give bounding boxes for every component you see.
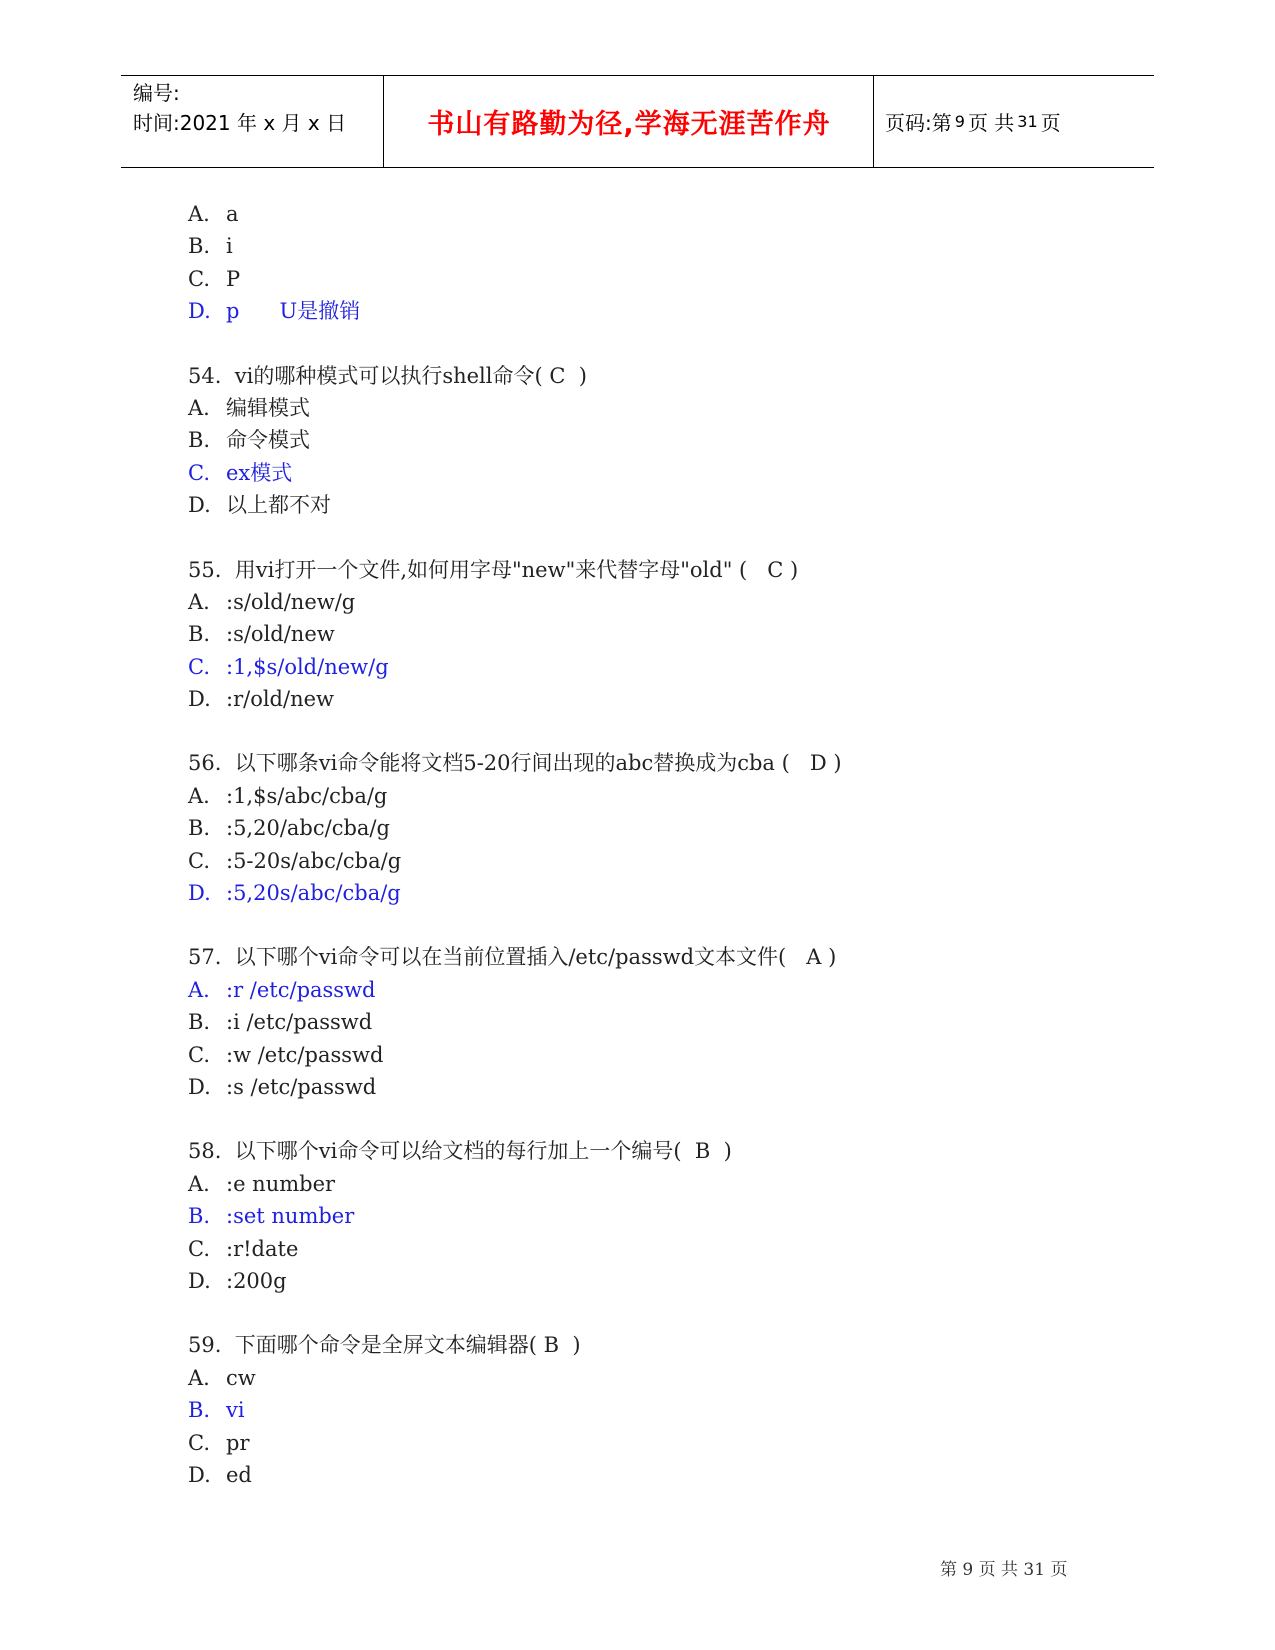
option-label: A. — [188, 783, 210, 808]
number-label: 编号: — [133, 81, 180, 105]
option-label: C. — [188, 1430, 210, 1455]
option-d — [188, 1071, 1148, 1103]
option-c — [188, 263, 1148, 295]
option-text: 编辑模式 — [226, 395, 310, 420]
option-text: :r /etc/passwd — [226, 977, 376, 1002]
option-label: D. — [188, 687, 211, 712]
question-58: 58. 以下哪个vi命令可以给文档的每行加上一个编号( B ) — [188, 1139, 732, 1164]
option-label: D. — [188, 1462, 211, 1487]
question-56: 56. 以下哪条vi命令能将文档5-20行间出现的abc替换成为cba ( D ) — [188, 751, 842, 776]
option-label: C. — [188, 460, 210, 485]
option-a — [188, 1362, 1148, 1394]
option-b — [188, 618, 1148, 650]
option-d — [188, 1459, 1148, 1491]
option-text: cw — [226, 1365, 256, 1390]
header-motto: 书山有路勤为径,学海无涯苦作舟 — [427, 109, 831, 140]
option-a — [188, 1168, 1148, 1200]
option-text: :w /etc/passwd — [226, 1042, 384, 1067]
page-footer: 第 9 页 共 31 页 — [940, 1560, 1068, 1580]
option-label: B. — [188, 622, 211, 647]
option-text: ex模式 — [226, 460, 293, 485]
option-label: D. — [188, 493, 211, 518]
option-label: C. — [188, 1236, 210, 1261]
option-b — [188, 424, 1148, 456]
header-page-info: 页码:第 9 页 共 31 页 — [885, 111, 1061, 135]
question-54: 54. vi的哪种模式可以执行shell命令( C ) — [188, 363, 587, 388]
option-text: :5,20/abc/cba/g — [226, 816, 390, 841]
option-text: 命令模式 — [226, 428, 310, 453]
option-text: a — [226, 202, 239, 226]
option-text: ed — [226, 1462, 252, 1487]
option-text: 以上都不对 — [226, 493, 331, 518]
option-text: vi — [226, 1398, 245, 1423]
option-a — [188, 198, 1148, 230]
option-text: :i /etc/passwd — [226, 1010, 373, 1035]
option-text: :1,$s/old/new/g — [226, 654, 389, 679]
option-d — [188, 1265, 1148, 1297]
question-list — [188, 198, 1148, 1491]
option-text: p U是撤销 — [226, 299, 361, 324]
option-text: :s /etc/passwd — [226, 1074, 377, 1099]
option-label: C. — [188, 1042, 210, 1067]
option-label: D. — [188, 299, 211, 324]
question-57: 57. 以下哪个vi命令可以在当前位置插入/etc/passwd文本文件( A ) — [188, 945, 837, 970]
option-text: :5,20s/abc/cba/g — [226, 881, 401, 906]
option-text: :s/old/new — [226, 622, 335, 647]
option-label: A. — [188, 589, 210, 614]
header-info — [133, 78, 346, 138]
option-label: C. — [188, 654, 210, 679]
header-divider — [873, 76, 874, 167]
option-c-answer — [188, 457, 1148, 489]
question-59: 59. 下面哪个命令是全屏文本编辑器( B ) — [188, 1333, 581, 1358]
option-text: :5-20s/abc/cba/g — [226, 848, 402, 873]
option-label: A. — [188, 977, 210, 1002]
option-label: B. — [188, 428, 211, 453]
option-text: :1,$s/abc/cba/g — [226, 783, 388, 808]
option-label: B. — [188, 1010, 211, 1035]
option-label: B. — [188, 816, 211, 841]
option-c — [188, 1427, 1148, 1459]
time-label: 时间:2021 年 x 月 x 日 — [133, 111, 347, 135]
option-text: :200g — [226, 1268, 287, 1293]
option-label: C. — [188, 848, 210, 873]
option-c — [188, 1039, 1148, 1071]
option-label: A. — [188, 1171, 210, 1196]
option-label: D. — [188, 1268, 211, 1293]
header-divider — [383, 76, 384, 167]
option-label: A. — [188, 202, 210, 226]
page-header — [121, 75, 1154, 168]
option-b — [188, 1006, 1148, 1038]
option-b-answer — [188, 1200, 1148, 1232]
option-label: D. — [188, 1074, 211, 1099]
option-text: :r!date — [226, 1236, 299, 1261]
option-text: pr — [226, 1430, 250, 1455]
option-label: C. — [188, 266, 210, 291]
option-b — [188, 812, 1148, 844]
option-b-answer — [188, 1394, 1148, 1426]
option-b — [188, 230, 1148, 262]
option-label: A. — [188, 1365, 210, 1390]
option-text: :r/old/new — [226, 687, 334, 712]
option-text: :e number — [226, 1171, 336, 1196]
option-a — [188, 780, 1148, 812]
option-d — [188, 683, 1148, 715]
option-a — [188, 586, 1148, 618]
option-c — [188, 845, 1148, 877]
option-d — [188, 489, 1148, 521]
option-a — [188, 392, 1148, 424]
option-text: :set number — [226, 1204, 355, 1229]
option-label: A. — [188, 395, 210, 420]
option-c-answer — [188, 651, 1148, 683]
option-label: B. — [188, 1398, 211, 1423]
option-text: :s/old/new/g — [226, 589, 356, 614]
option-d-answer — [188, 877, 1148, 909]
question-55: 55. 用vi打开一个文件,如何用字母"new"来代替字母"old" ( C ) — [188, 557, 799, 582]
option-label: B. — [188, 1204, 211, 1229]
option-d-answer — [188, 295, 1148, 327]
option-c — [188, 1233, 1148, 1265]
option-a-answer — [188, 974, 1148, 1006]
option-label: D. — [188, 881, 211, 906]
option-text: P — [226, 266, 241, 291]
option-text: i — [226, 234, 233, 259]
option-label: B. — [188, 234, 211, 259]
